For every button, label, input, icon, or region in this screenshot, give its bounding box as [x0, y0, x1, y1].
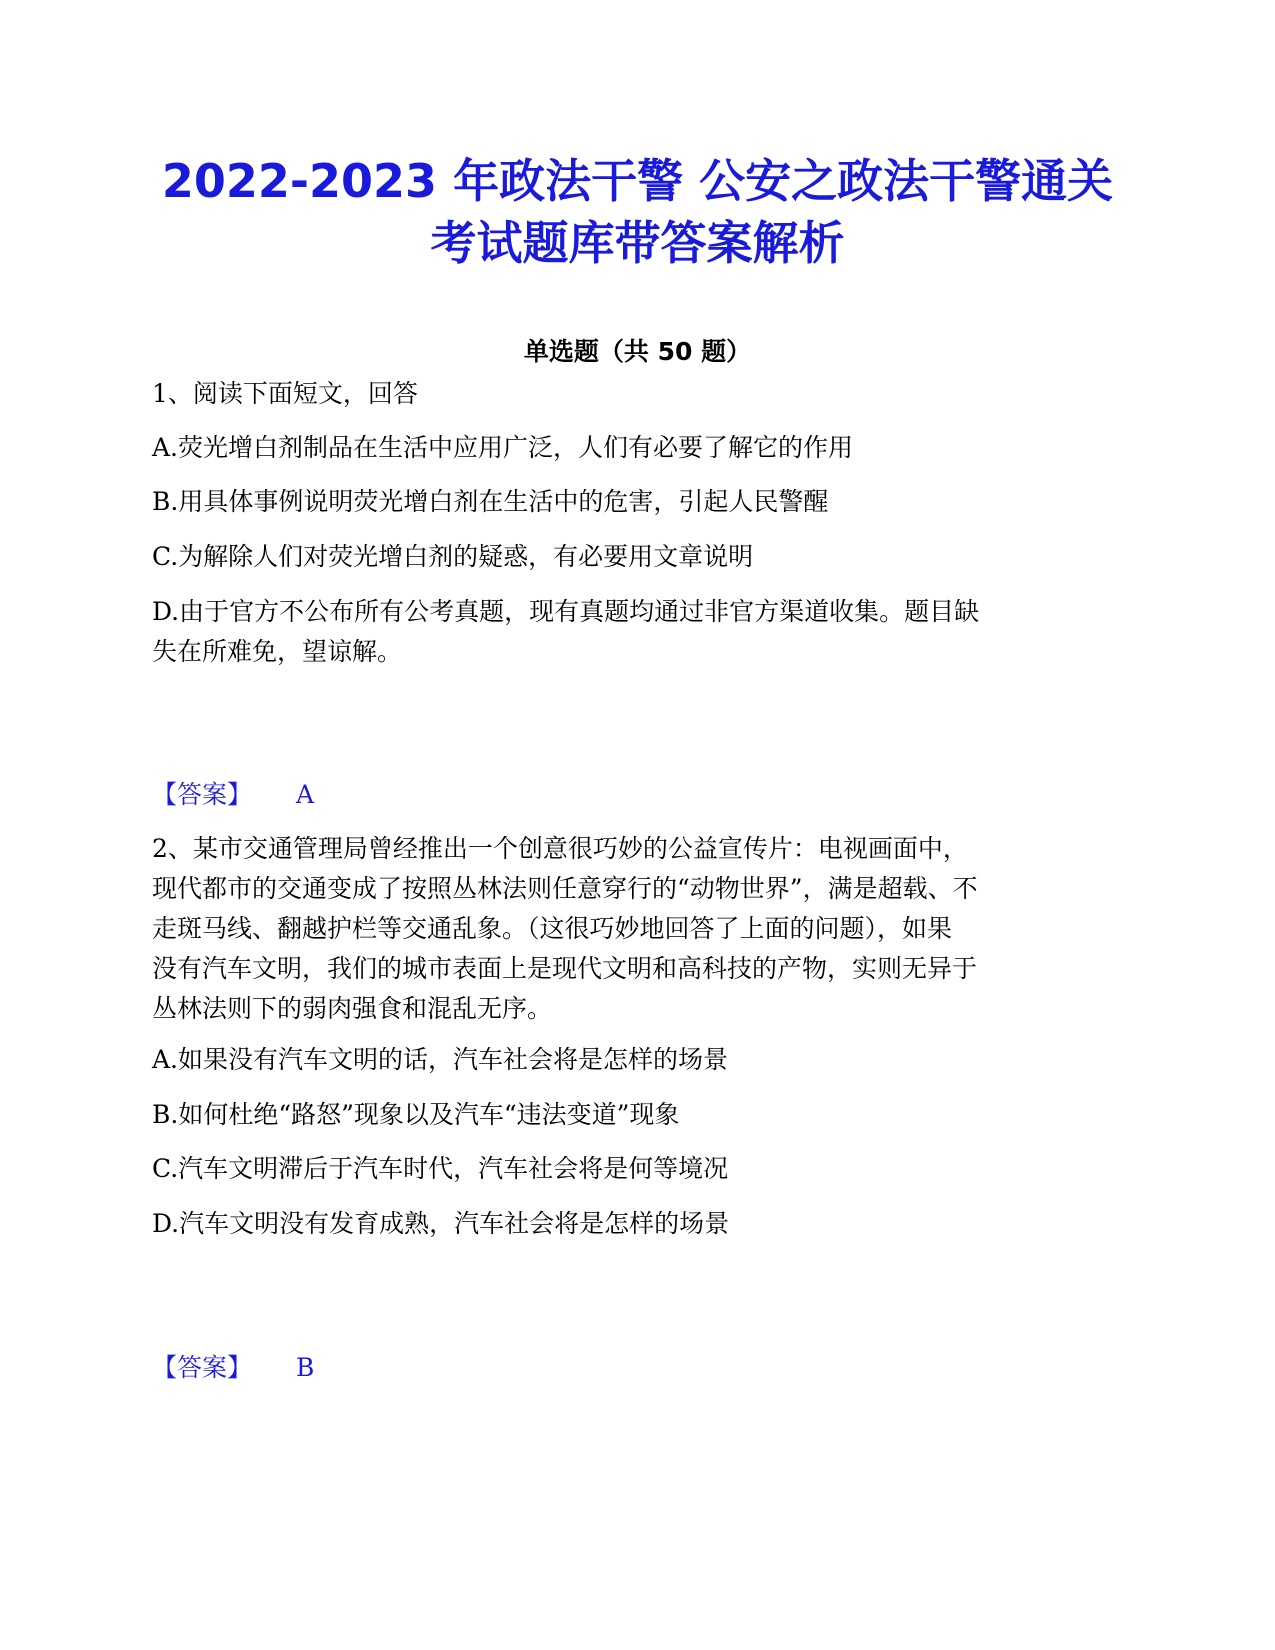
question-2-stem-line-5: 丛林法则下的弱肉强食和混乱无序。	[152, 994, 553, 1023]
question-2-option-d: D.汽车文明没有发育成熟，汽车社会将是怎样的场景	[152, 1209, 730, 1238]
question-1-option-d-line-2: 失在所难免，望谅解。	[152, 637, 403, 666]
section-heading: 单选题（共 50 题）	[523, 337, 752, 366]
question-1-option-b: B.用具体事例说明荧光增白剂在生活中的危害，引起人民警醒	[152, 487, 829, 516]
question-2-option-c: C.汽车文明滞后于汽车时代，汽车社会将是何等境况	[152, 1154, 729, 1183]
question-2-option-b: B.如何杜绝“路怒”现象以及汽车“违法变道”现象	[152, 1100, 680, 1129]
question-2-stem-line-1: 2、某市交通管理局曾经推出一个创意很巧妙的公益宣传片：电视画面中，	[152, 834, 968, 863]
answer-label: 【答案】	[152, 1353, 253, 1382]
answer-value: A	[296, 780, 315, 809]
question-2-stem-line-3: 走斑马线、翻越护栏等交通乱象。（这很巧妙地回答了上面的问题），如果	[152, 914, 953, 943]
question-1-option-a: A.荧光增白剂制品在生活中应用广泛，人们有必要了解它的作用	[152, 433, 854, 462]
question-1-answer	[152, 775, 314, 815]
question-2-answer	[152, 1348, 314, 1388]
question-2-option-a: A.如果没有汽车文明的话，汽车社会将是怎样的场景	[152, 1045, 729, 1074]
question-2-stem-line-2: 现代都市的交通变成了按照丛林法则任意穿行的“动物世界”，满是超载、不	[152, 874, 978, 903]
answer-label: 【答案】	[152, 780, 253, 809]
document-title-line-1: 2022-2023 年政法干警 公安之政法干警通关	[161, 154, 1114, 208]
answer-value: B	[296, 1353, 315, 1382]
document-title	[130, 150, 1145, 274]
question-1-option-d-line-1: D.由于官方不公布所有公考真题，现有真题均通过非官方渠道收集。题目缺	[152, 597, 980, 626]
question-1-stem: 1、阅读下面短文，回答	[152, 379, 418, 408]
question-1-option-c: C.为解除人们对荧光增白剂的疑惑，有必要用文章说明	[152, 542, 754, 571]
question-2-stem-line-4: 没有汽车文明，我们的城市表面上是现代文明和高科技的产物，实则无异于	[152, 954, 978, 983]
document-title-line-2: 考试题库带答案解析	[430, 216, 845, 270]
